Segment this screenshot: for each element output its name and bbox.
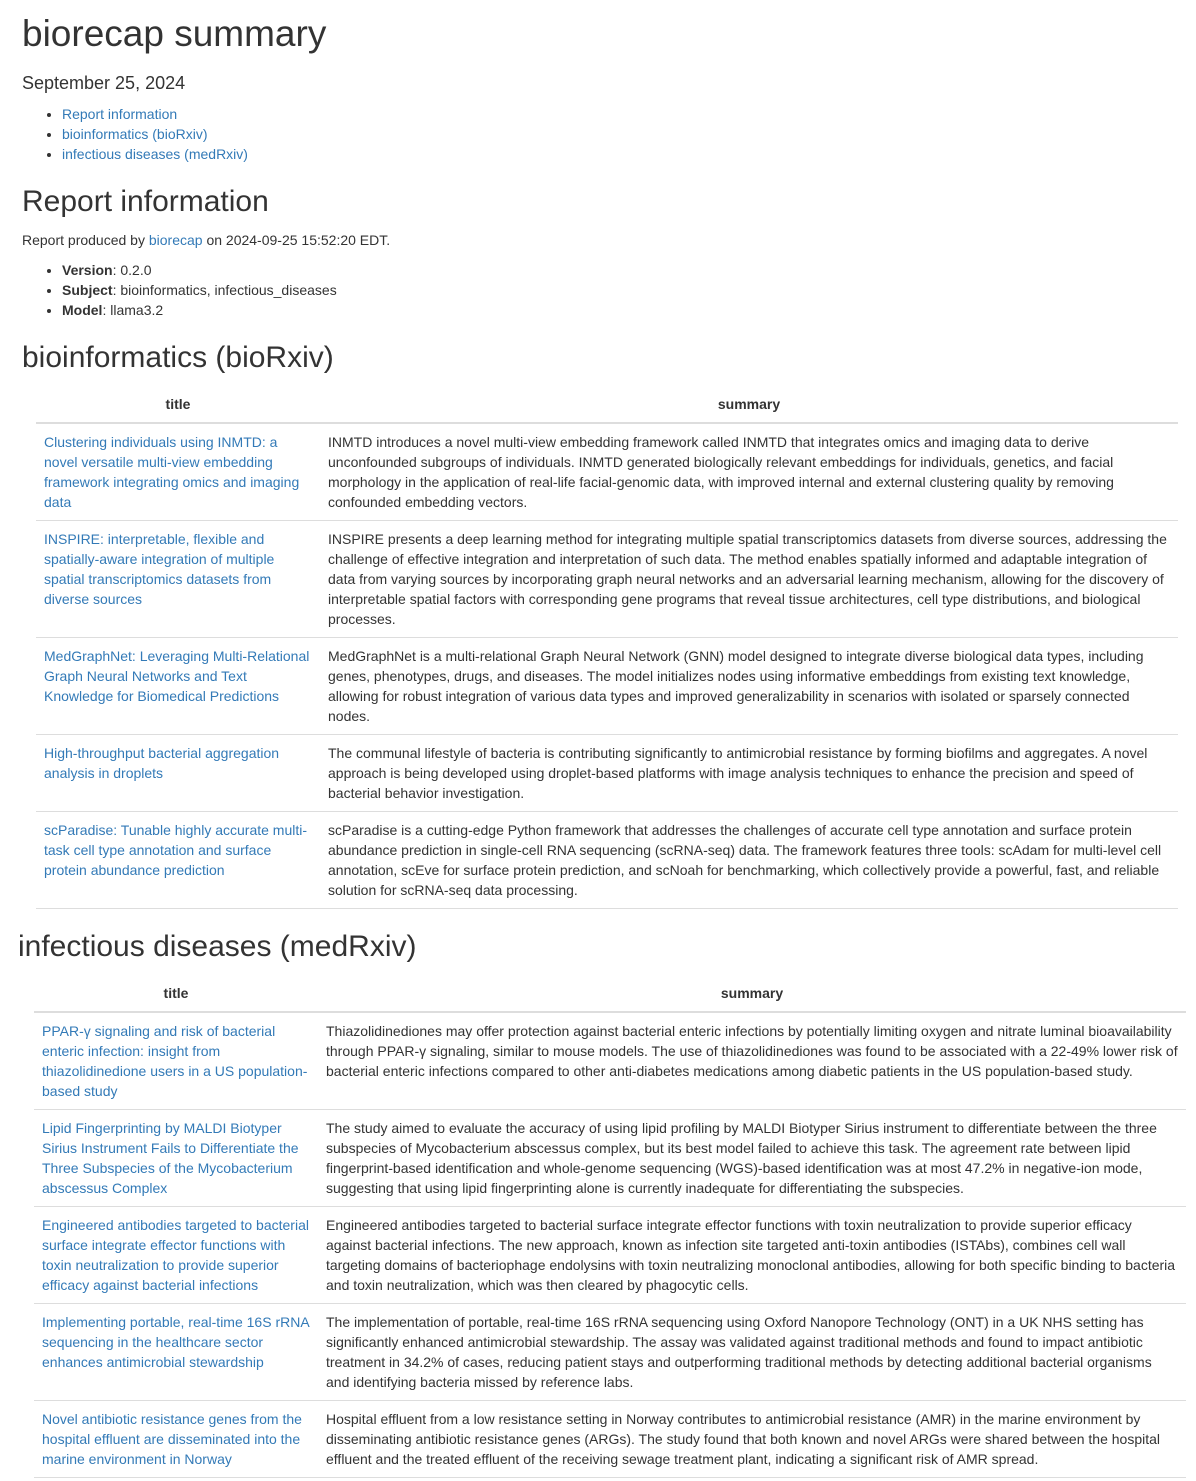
column-header-summary[interactable]: summary [320,386,1178,423]
summary-cell: Thiazolidinediones may offer protection against bacterial enteric infections by potentially limiting oxygen and nitrate luminal bioavailability through PPAR-γ signaling, similar to mouse models. The use of thiazolidinediones was found to be associated with a 22-49% lower risk of bacterial enteric infections compared to other anti-diabetes medications among diabetic patients in the US population-based study. [318,1012,1186,1110]
detail-value: : 0.2.0 [112,262,152,278]
table-header-row [36,386,1178,423]
report-information-heading: Report information [22,185,269,218]
toc-item [62,144,1196,164]
produced-prefix: Report produced by [22,232,149,248]
title-cell [34,1012,318,1110]
detail-model [62,300,1196,320]
summary-cell: MedGraphNet is a multi-relational Graph Neural Network (GNN) model designed to integrate diverse biological data types, including genes, phenotypes, drugs, and diseases. The model initializes nodes using informative embeddings from existing text knowledge, allowing for robust integration of various data types and improved generalizability in scenarios with isolated or sparsely connected nodes. [320,638,1178,735]
title-cell [36,812,320,909]
detail-label: Version [62,262,113,278]
summary-cell: The study aimed to evaluate the accuracy of using lipid profiling by MALDI Biotyper Sirius instrument to differentiate between the three subspecies of Mycobacterium abscessus complex, but its best model failed to achieve this task. The agreement rate between lipid fingerprint-based identification and whole-genome sequencing (WGS)-based identification was at most 47.2% in negative-ion mode, suggesting that using lipid fingerprinting alone is currently inadequate for differentiating the subspecies. [318,1110,1186,1207]
papers-table [34,975,1186,1478]
toc-link-infectious-diseases[interactable]: infectious diseases (medRxiv) [62,146,248,162]
summary-cell: The communal lifestyle of bacteria is contributing significantly to antimicrobial resistance by forming biofilms and aggregates. A novel approach is being developed using droplet-based platforms with image analysis techniques to enhance the precision and speed of bacterial behavior investigation. [320,735,1178,812]
title-cell [36,423,320,521]
toc-link-bioinformatics[interactable]: bioinformatics (bioRxiv) [62,126,208,142]
title-cell [36,638,320,735]
table-row [34,1304,1186,1401]
detail-subject [62,280,1196,300]
paper-title-link[interactable]: INSPIRE: interpretable, flexible and spatially-aware integration of multiple spatial transcriptomics datasets from diverse sources [44,531,275,607]
column-header-title[interactable]: title [36,386,320,423]
toc-link-report-information[interactable]: Report information [62,106,178,122]
report-produced-text [22,230,1196,250]
summary-cell: Hospital effluent from a low resistance setting in Norway contributes to antimicrobial resistance (AMR) in the marine environment by disseminating antibiotic resistance genes (ARGs). The study found that both known and novel ARGs were shared between the hospital effluent and the treated effluent of the receiving sewage treatment plant, indicating a significant risk of AMR spread. [318,1401,1186,1478]
table-row [34,1207,1186,1304]
title-cell [34,1304,318,1401]
table-row [36,423,1178,521]
summary-cell: INSPIRE presents a deep learning method for integrating multiple spatial transcriptomics datasets from diverse sources, addressing the challenge of effective integration and interpretation of such data. The method enables spatially informed and adaptable integration of data from varying sources by incorporating graph neural networks and an adversarial learning mechanism, allowing for the discovery of interpretable spatial factors with corresponding gene programs that reveal tissue architectures, cell type distributions, and biological processes. [320,521,1178,638]
section-heading: infectious diseases (medRxiv) [18,930,417,963]
section-infectious-diseases [18,929,1196,1478]
paper-title-link[interactable]: Lipid Fingerprinting by MALDI Biotyper Sirius Instrument Fails to Differentiate the Three Subspecies of the Mycobacterium abscessus Complex [42,1120,299,1196]
table-row [36,735,1178,812]
table-row [36,638,1178,735]
papers-table [36,386,1178,909]
table-row [36,521,1178,638]
detail-value: : bioinformatics, infectious_diseases [112,282,337,298]
table-row [34,1110,1186,1207]
table-row [34,1012,1186,1110]
title-cell [36,735,320,812]
title-cell [34,1110,318,1207]
report-details [22,260,1196,320]
report-date: September 25, 2024 [22,73,186,93]
produced-suffix: on 2024-09-25 15:52:20 EDT. [202,232,391,248]
detail-label: Model [62,302,103,318]
summary-cell: Engineered antibodies targeted to bacterial surface integrate effector functions with toxin neutralization to provide superior efficacy against bacterial infections. The new approach, known as infection site targeted anti-toxin antibodies (ISTAbs), combines cell wall targeting domains of bacteriophage endolysins with toxin neutralizing monoclonal antibodies, allowing for both specific binding to bacteria and toxin neutralization, which was then cleared by phagocytic cells. [318,1207,1186,1304]
summary-cell: scParadise is a cutting-edge Python framework that addresses the challenges of accurate cell type annotation and surface protein abundance prediction in single-cell RNA sequencing (scRNA-seq) data. The framework features three tools: scAdam for multi-level cell annotation, scEve for surface protein prediction, and scNoah for benchmarking, which collectively provide a powerful, fast, and reliable solution for scRNA-seq data processing. [320,812,1178,909]
detail-value: : llama3.2 [102,302,164,318]
paper-title-link[interactable]: Clustering individuals using INMTD: a novel versatile multi-view embedding framework integrating omics and imaging data [44,434,300,510]
page [0,12,1196,1478]
summary-cell: INMTD introduces a novel multi-view embedding framework called INMTD that integrates omics and imaging data to derive unconfounded subgroups of individuals. INMTD generated biologically relevant embeddings for individuals, genetics, and facial morphology in the application of real-life facial-genomic data, with improved internal and external clustering quality by removing confounded embedding vectors. [320,423,1178,521]
paper-title-link[interactable]: High-throughput bacterial aggregation analysis in droplets [44,745,280,781]
section-heading: bioinformatics (bioRxiv) [22,341,334,374]
table-of-contents [22,104,1196,164]
column-header-summary[interactable]: summary [318,975,1186,1012]
column-header-title[interactable]: title [34,975,318,1012]
paper-title-link[interactable]: scParadise: Tunable highly accurate multi-task cell type annotation and surface protein abundance prediction [44,822,308,878]
table-header-row [34,975,1186,1012]
biorecap-link[interactable]: biorecap [148,232,203,248]
toc-item [62,104,1196,124]
table-row [34,1401,1186,1478]
section-bioinformatics [22,340,1196,909]
page-title: biorecap summary [22,13,327,54]
summary-cell: The implementation of portable, real-time 16S rRNA sequencing using Oxford Nanopore Technology (ONT) in a UK NHS setting has significantly enhanced antimicrobial stewardship. The assay was validated against traditional methods and found to impact antibiotic treatment in 34.2% of cases, reducing patient stays and outperforming traditional methods by detecting additional bacterial organisms and identifying bacteria missed by reference labs. [318,1304,1186,1401]
table-row [36,812,1178,909]
paper-title-link[interactable]: Implementing portable, real-time 16S rRNA sequencing in the healthcare sector enhances antimicrobial stewardship [42,1314,309,1370]
paper-title-link[interactable]: Novel antibiotic resistance genes from the hospital effluent are disseminated into the marine environment in Norway [42,1411,302,1467]
detail-label: Subject [62,282,113,298]
paper-title-link[interactable]: PPAR-γ signaling and risk of bacterial enteric infection: insight from thiazolidinedione users in a US population-based study [42,1023,308,1099]
detail-version [62,260,1196,280]
paper-title-link[interactable]: MedGraphNet: Leveraging Multi-Relational Graph Neural Networks and Text Knowledge for Biomedical Predictions [44,648,310,704]
title-cell [34,1401,318,1478]
title-cell [36,521,320,638]
title-cell [34,1207,318,1304]
paper-title-link[interactable]: Engineered antibodies targeted to bacterial surface integrate effector functions with toxin neutralization to provide superior efficacy against bacterial infections [42,1217,309,1293]
toc-item [62,124,1196,144]
